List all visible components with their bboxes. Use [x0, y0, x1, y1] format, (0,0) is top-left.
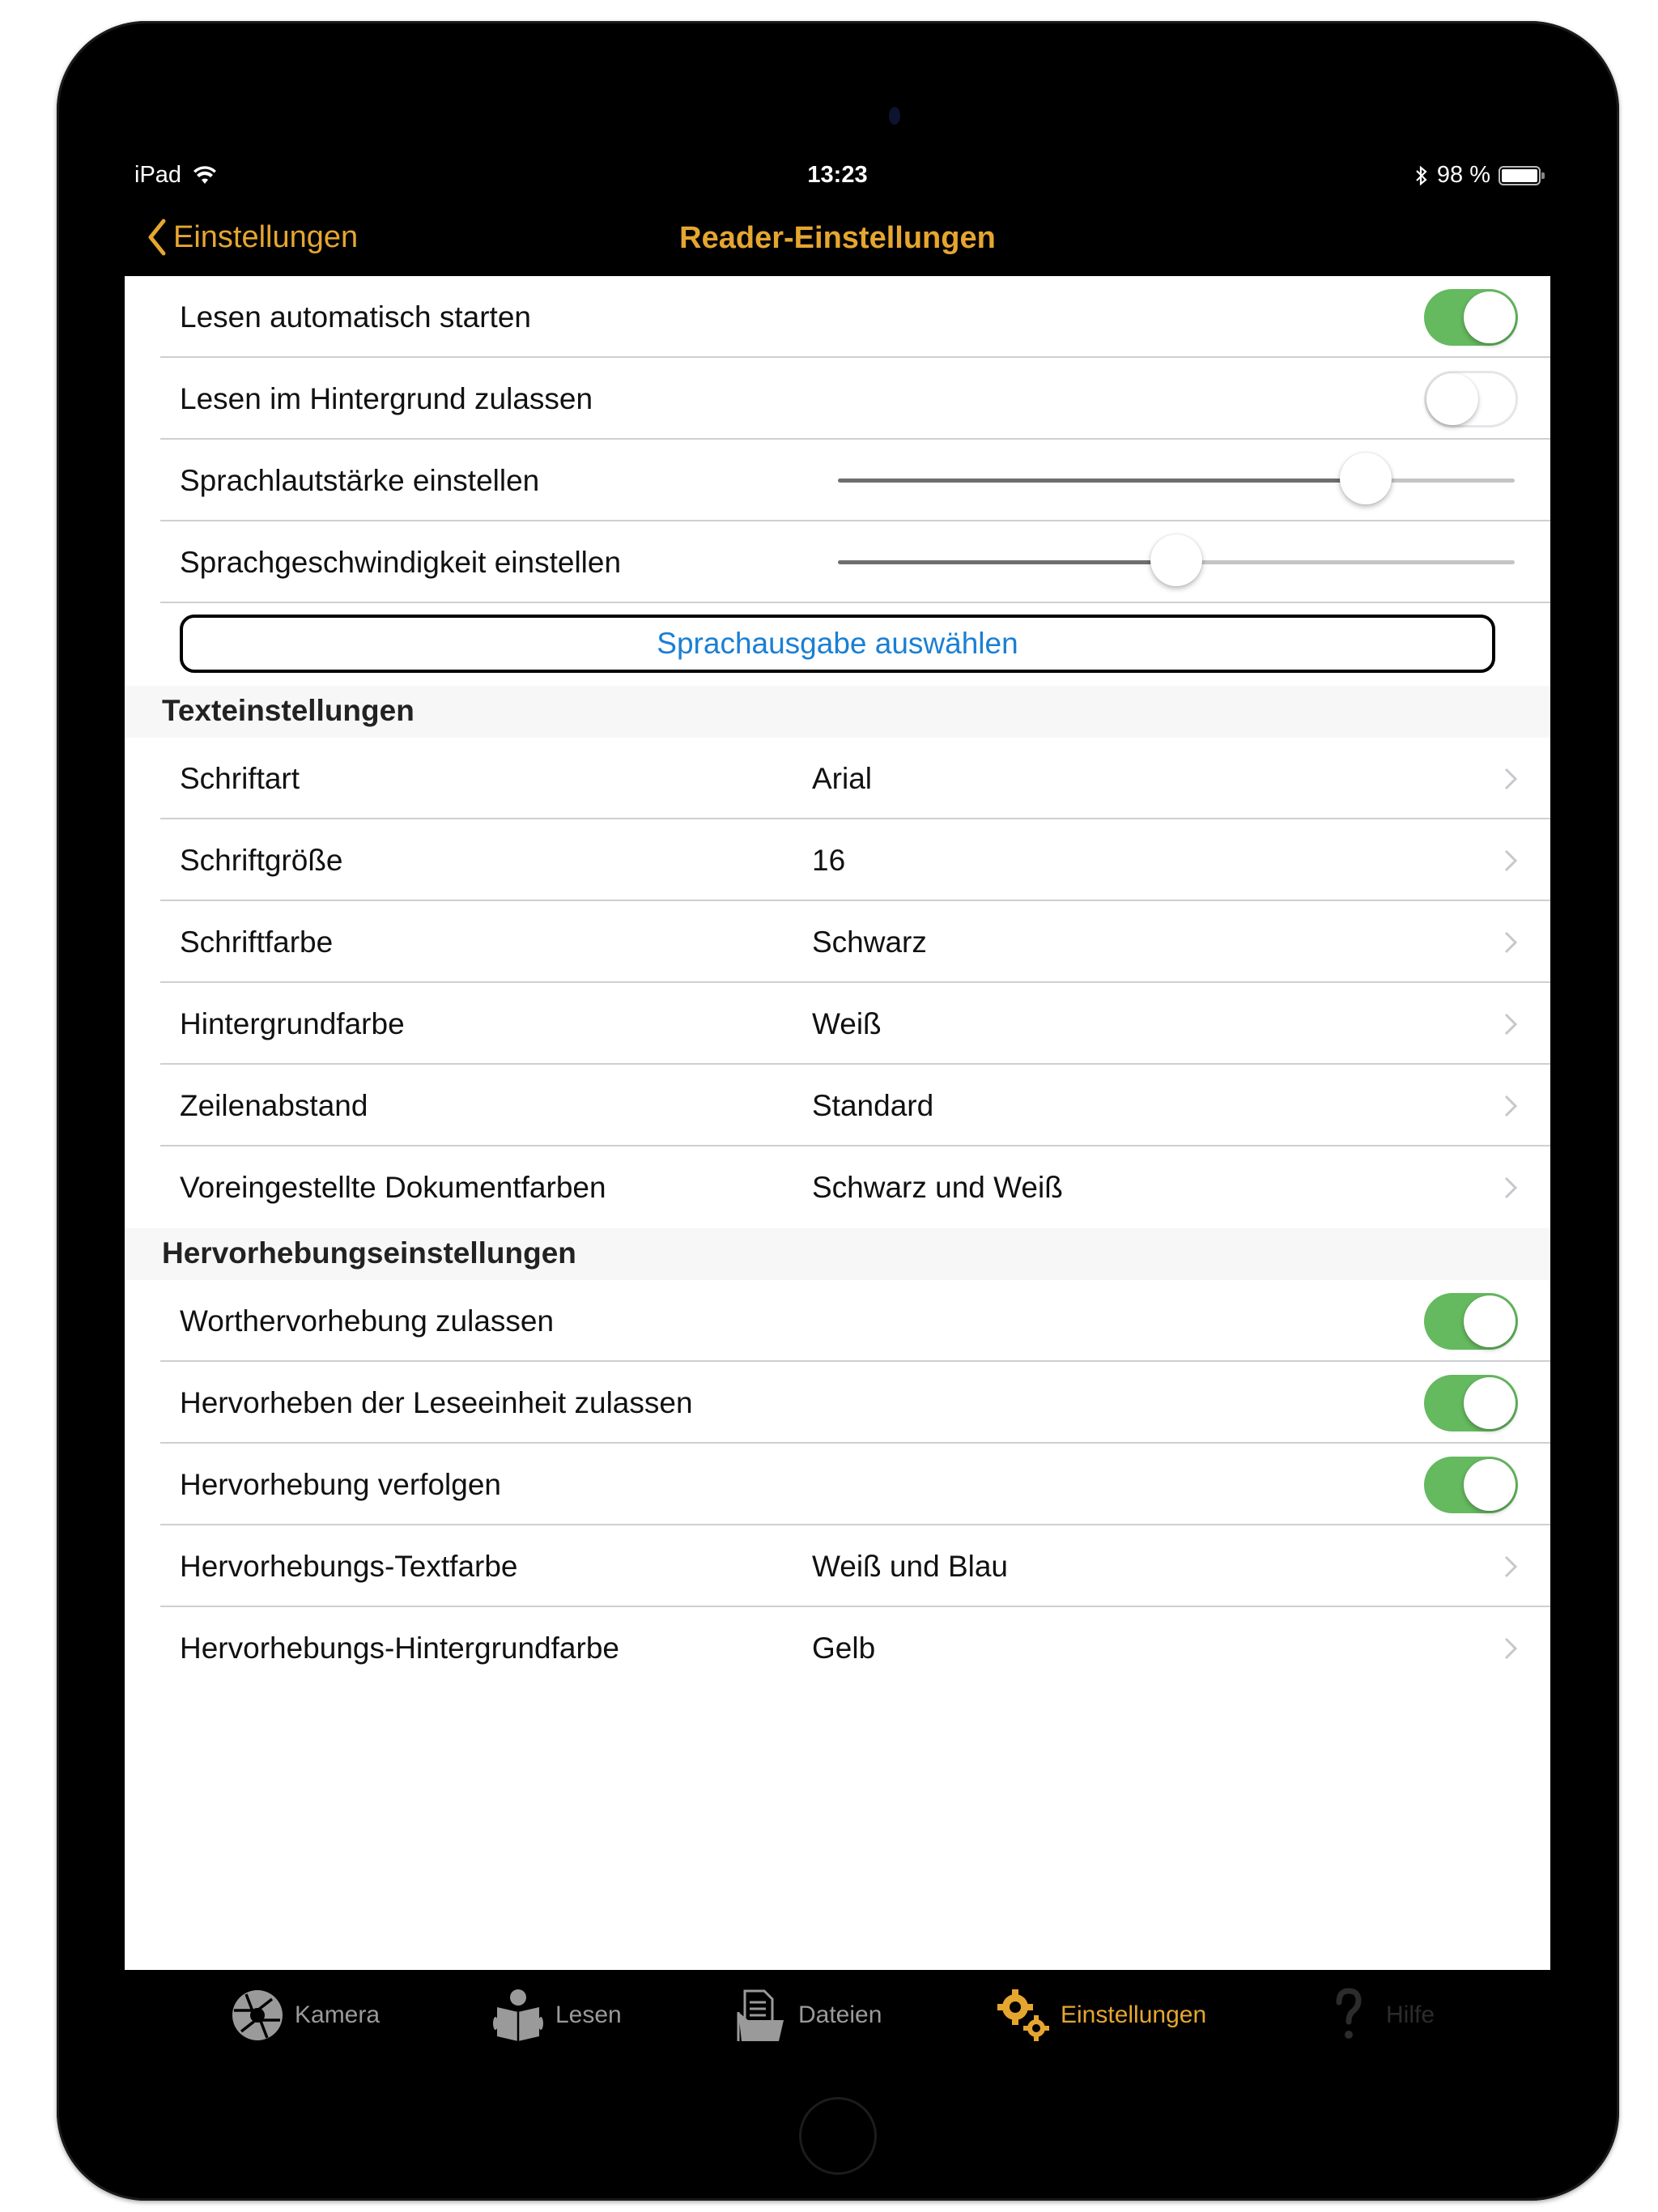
setting-auto-start [125, 276, 1550, 358]
back-button-label: Einstellungen [173, 219, 359, 254]
setting-label: Sprachlautstärke einstellen [180, 463, 540, 497]
section-header-text [125, 686, 1550, 738]
speed-slider-thumb[interactable] [1150, 534, 1202, 586]
chevron-right-icon [1503, 1636, 1518, 1661]
section-title: Texteinstellungen [162, 694, 414, 727]
setting-speed [125, 521, 1550, 603]
setting-value: Weiß und Blau [812, 1549, 1008, 1583]
setting-value: Standard [812, 1088, 934, 1122]
tab-bar [125, 1970, 1550, 2067]
device-name: iPad [134, 162, 182, 188]
setting-label: Hervorheben der Leseeinheit zulassen [180, 1385, 693, 1419]
tab-dateien[interactable] [733, 1988, 882, 2043]
setting-highlight-background-color[interactable] [125, 1607, 1550, 1689]
volume-slider-thumb[interactable] [1340, 453, 1392, 504]
setting-label: Schriftgröße [180, 843, 343, 877]
files-icon [733, 1988, 789, 2043]
setting-volume [125, 440, 1550, 521]
setting-font-size[interactable] [125, 819, 1550, 901]
voice-select-row [125, 603, 1550, 686]
tab-label: Dateien [798, 2001, 882, 2028]
setting-value: Arial [812, 761, 873, 795]
tab-einstellungen[interactable] [996, 1988, 1206, 2043]
reader-icon [491, 1988, 546, 2043]
home-button[interactable] [799, 2097, 877, 2175]
setting-follow-highlight [125, 1444, 1550, 1525]
unit-highlight-toggle[interactable] [1424, 1375, 1518, 1431]
setting-word-highlight [125, 1280, 1550, 1362]
setting-font[interactable] [125, 738, 1550, 819]
setting-label: Zeilenabstand [180, 1088, 368, 1122]
camera-shutter-icon [230, 1988, 285, 2043]
select-voice-button[interactable]: Sprachausgabe auswählen [180, 615, 1495, 673]
section-header-highlight [125, 1228, 1550, 1280]
follow-highlight-toggle[interactable] [1424, 1457, 1518, 1513]
tab-lesen[interactable] [491, 1988, 622, 2043]
setting-font-color[interactable] [125, 901, 1550, 983]
battery-icon [1499, 166, 1541, 185]
front-camera [889, 107, 900, 125]
setting-value: 16 [812, 843, 846, 877]
setting-background-reading [125, 358, 1550, 440]
background-reading-toggle[interactable] [1424, 371, 1518, 428]
setting-value: Schwarz und Weiß [812, 1170, 1063, 1204]
chevron-right-icon [1503, 767, 1518, 791]
setting-unit-highlight [125, 1362, 1550, 1444]
setting-background-color[interactable] [125, 983, 1550, 1065]
setting-label: Schriftfarbe [180, 925, 334, 959]
chevron-right-icon [1503, 1555, 1518, 1579]
setting-label: Hervorhebungs-Hintergrundfarbe [180, 1631, 619, 1665]
setting-label: Sprachgeschwindigkeit einstellen [180, 545, 622, 579]
setting-label: Lesen automatisch starten [180, 300, 531, 334]
tab-kamera[interactable] [230, 1988, 380, 2043]
setting-line-spacing[interactable] [125, 1065, 1550, 1146]
setting-value: Schwarz [812, 925, 927, 959]
setting-label: Hervorhebung verfolgen [180, 1467, 501, 1501]
chevron-right-icon [1503, 1094, 1518, 1118]
tab-hilfe[interactable] [1321, 1988, 1435, 2043]
setting-value: Gelb [812, 1631, 876, 1665]
tab-label: Lesen [555, 2001, 622, 2028]
navigation-bar [125, 206, 1550, 271]
status-bar [125, 159, 1550, 193]
chevron-right-icon [1503, 1176, 1518, 1200]
chevron-right-icon [1503, 1012, 1518, 1036]
speed-slider[interactable] [838, 560, 1515, 564]
chevron-right-icon [1503, 849, 1518, 873]
setting-label: Lesen im Hintergrund zulassen [180, 381, 593, 415]
word-highlight-toggle[interactable] [1424, 1293, 1518, 1350]
settings-table [125, 276, 1550, 1970]
battery-percent: 98 % [1436, 162, 1490, 188]
setting-label: Worthervorhebung zulassen [180, 1304, 555, 1338]
setting-highlight-text-color[interactable] [125, 1525, 1550, 1607]
tab-label: Kamera [295, 2001, 380, 2028]
setting-document-colors[interactable] [125, 1146, 1550, 1228]
volume-slider[interactable] [838, 479, 1515, 483]
tab-label: Einstellungen [1061, 2001, 1207, 2028]
section-title: Hervorhebungseinstellungen [162, 1236, 576, 1270]
tab-label: Hilfe [1386, 2001, 1435, 2028]
gears-icon [996, 1988, 1051, 2043]
setting-label: Schriftart [180, 761, 300, 795]
setting-label: Voreingestellte Dokumentfarben [180, 1170, 606, 1204]
chevron-right-icon [1503, 930, 1518, 955]
bluetooth-icon [1414, 164, 1429, 187]
question-icon [1321, 1988, 1376, 2043]
auto-start-toggle[interactable] [1424, 289, 1518, 346]
setting-label: Hervorhebungs-Textfarbe [180, 1549, 518, 1583]
clock: 13:23 [807, 162, 868, 188]
setting-label: Hintergrundfarbe [180, 1006, 405, 1040]
setting-value: Weiß [812, 1006, 882, 1040]
page-title: Reader-Einstellungen [679, 221, 996, 255]
